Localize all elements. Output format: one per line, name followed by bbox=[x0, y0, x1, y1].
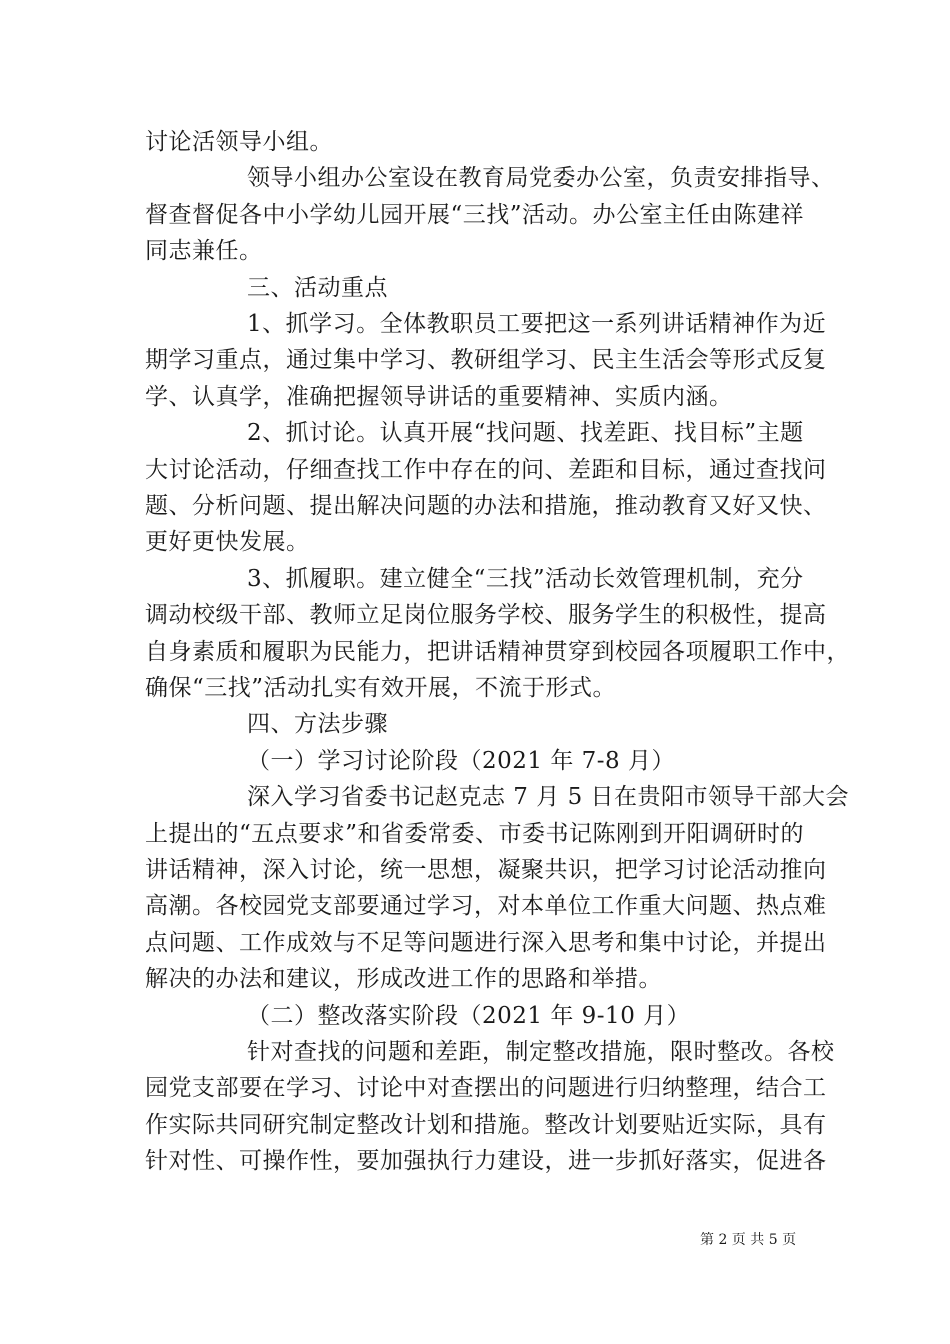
text-line: 同志兼任。 bbox=[145, 238, 263, 264]
text-line: 讨论活领导小组。 bbox=[145, 129, 333, 155]
text-line: 2、抓讨论。认真开展“找问题、找差距、找目标”主题 bbox=[247, 420, 804, 446]
text-line: 更好更快发展。 bbox=[145, 529, 310, 555]
text-line: 针对性、可操作性，要加强执行力建设，进一步抓好落实，促进各 bbox=[145, 1148, 827, 1174]
subsection-heading: （一）学习讨论阶段（2021 年 7-8 月） bbox=[247, 748, 676, 774]
text-line: 讲话精神，深入讨论，统一思想，凝聚共识，把学习讨论活动推向 bbox=[145, 857, 827, 883]
text-line: 点问题、工作成效与不足等问题进行深入思考和集中讨论，并提出 bbox=[145, 930, 827, 956]
subsection-heading: （二）整改落实阶段（2021 年 9-10 月） bbox=[247, 1003, 691, 1029]
text-line: 3、抓履职。建立健全“三找”活动长效管理机制，充分 bbox=[247, 566, 804, 592]
section-heading: 三、活动重点 bbox=[247, 275, 388, 301]
text-line: 领导小组办公室设在教育局党委办公室，负责安排指导、 bbox=[247, 165, 835, 191]
text-line: 针对查找的问题和差距，制定整改措施，限时整改。各校 bbox=[247, 1039, 835, 1065]
text-line: 确保“三找”活动扎实有效开展，不流于形式。 bbox=[145, 675, 617, 701]
text-line: 学、认真学，准确把握领导讲话的重要精神、实质内涵。 bbox=[145, 384, 733, 410]
section-heading: 四、方法步骤 bbox=[247, 711, 388, 737]
text-line: 督查督促各中小学幼儿园开展“三找”活动。办公室主任由陈建祥 bbox=[145, 202, 805, 228]
text-line: 解决的办法和建议，形成改进工作的思路和举措。 bbox=[145, 966, 662, 992]
text-line: 期学习重点，通过集中学习、教研组学习、民主生活会等形式反复 bbox=[145, 347, 827, 373]
text-line: 作实际共同研究制定整改计划和措施。整改计划要贴近实际，具有 bbox=[145, 1112, 827, 1138]
page-number-footer: 第 2 页 共 5 页 bbox=[700, 1232, 797, 1248]
text-line: 园党支部要在学习、讨论中对查摆出的问题进行归纳整理，结合工 bbox=[145, 1075, 827, 1101]
text-line: 高潮。各校园党支部要通过学习，对本单位工作重大问题、热点难 bbox=[145, 893, 827, 919]
text-line: 调动校级干部、教师立足岗位服务学校、服务学生的积极性，提高 bbox=[145, 602, 827, 628]
text-line: 上提出的“五点要求”和省委常委、市委书记陈刚到开阳调研时的 bbox=[145, 821, 805, 847]
text-line: 题、分析问题、提出解决问题的办法和措施，推动教育又好又快、 bbox=[145, 493, 827, 519]
text-line: 自身素质和履职为民能力，把讲话精神贯穿到校园各项履职工作中， bbox=[145, 639, 850, 665]
text-line: 大讨论活动，仔细查找工作中存在的问、差距和目标，通过查找问 bbox=[145, 457, 827, 483]
text-line: 深入学习省委书记赵克志 7 月 5 日在贵阳市领导干部大会 bbox=[247, 784, 850, 810]
text-line: 1、抓学习。全体教职员工要把这一系列讲话精神作为近 bbox=[247, 311, 827, 337]
